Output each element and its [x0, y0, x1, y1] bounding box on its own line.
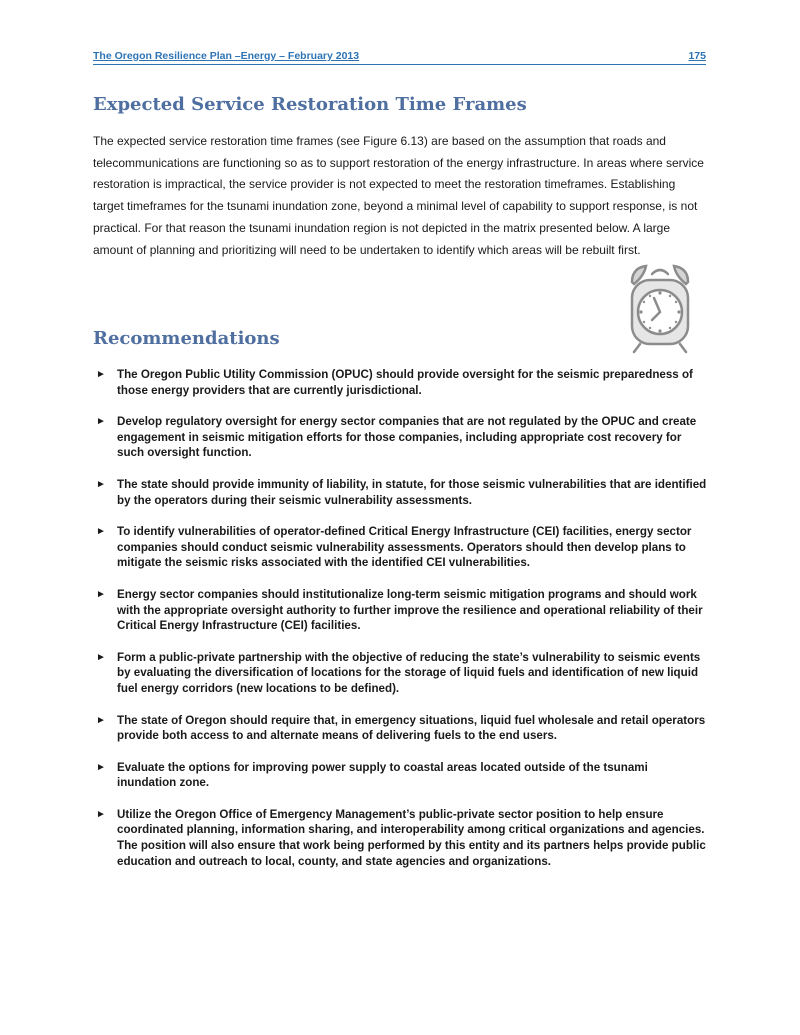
alarm-clock-icon — [624, 262, 696, 354]
restoration-heading: Expected Service Restoration Time Frames — [93, 94, 527, 115]
recommendation-item — [93, 524, 707, 571]
bullet-arrow-icon: ► — [96, 478, 106, 490]
recommendations-list — [93, 367, 707, 885]
bullet-arrow-icon: ► — [96, 416, 106, 428]
bullet-arrow-icon: ► — [96, 714, 106, 726]
bullet-arrow-icon: ► — [96, 761, 106, 773]
recommendation-text: To identify vulnerabilities of operator-defined Critical Energy Infrastructure (CEI) facilities, energy sector companies should conduct seismic vulnerability assessments. Operators should then develop plans to mitigate the seismic risks associated with the identified CEI vulnerabilities. — [117, 525, 692, 570]
bullet-arrow-icon: ► — [96, 651, 106, 663]
recommendation-text: Energy sector companies should institutionalize long-term seismic mitigation programs and should work with the appropriate oversight authority to further improve the resilience and operational reliability of their Critical Energy Infrastructure (CEI) facilities. — [117, 587, 703, 633]
bullet-arrow-icon: ► — [96, 526, 106, 538]
recommendation-item — [93, 587, 707, 634]
recommendation-text: The state should provide immunity of liability, in statute, for those seismic vulnerabilities that are identified by the operators during their seismic vulnerability assessments. — [117, 477, 707, 507]
recommendation-item — [93, 477, 707, 508]
recommendation-text: Form a public-private partnership with the objective of reducing the state’s vulnerability to seismic events by evaluating the diversification of locations for the storage of liquid fuels and identification of new liquid fuel energy corridors (new locations to be defined). — [117, 650, 701, 695]
recommendation-item — [93, 713, 707, 744]
recommendation-text: The Oregon Public Utility Commission (OPUC) should provide oversight for the seismic preparedness of those energy providers that are currently jurisdictional. — [117, 368, 693, 397]
recommendation-item — [93, 414, 707, 461]
recommendation-item — [93, 650, 707, 697]
recommendation-item — [93, 367, 707, 398]
recommendation-text: Evaluate the options for improving power supply to coastal areas located outside of the tsunami inundation zone. — [117, 760, 648, 790]
page-number: 175 — [688, 50, 706, 62]
recommendation-text: Utilize the Oregon Office of Emergency Management’s public-private sector position to help ensure coordinated planning, information sharing, and interoperability among critical organizations and agencies. The position will also ensure that work being performed by this entity and its partners helps provide public education and outreach to local, county, and state agencies and organizations. — [117, 807, 706, 868]
running-header — [93, 50, 706, 65]
bullet-arrow-icon: ► — [96, 808, 106, 820]
document-title: The Oregon Resilience Plan –Energy – February 2013 — [93, 50, 360, 62]
recommendation-item — [93, 807, 707, 869]
recommendations-heading: Recommendations — [93, 328, 280, 349]
recommendation-text: Develop regulatory oversight for energy sector companies that are not regulated by the OPUC and create engagement in seismic mitigation efforts for those companies, including appropriate cost recovery for such oversight function. — [117, 415, 697, 460]
recommendation-item — [93, 760, 707, 791]
bullet-arrow-icon: ► — [96, 369, 106, 380]
bullet-arrow-icon: ► — [96, 588, 106, 600]
restoration-paragraph: The expected service restoration time frames (see Figure 6.13) are based on the assumption that roads and telecommunications are functioning so as to support restoration of the energy infrastructure. In areas where service restoration is impractical, the service provider is not expected to meet the restoration timeframes. Establishing target timeframes for the tsunami inundation zone, beyond a minimal level of capability to support response, is not practical. For that reason the tsunami inundation region is not depicted in the matrix presented below. A large amount of planning and prioritizing will need to be undertaken to identify which areas will be rebuilt first. — [93, 134, 704, 257]
recommendation-text: The state of Oregon should require that, in emergency situations, liquid fuel wholesale and retail operators provide both access to and alternate means of delivering fuels to the end users. — [117, 713, 706, 743]
